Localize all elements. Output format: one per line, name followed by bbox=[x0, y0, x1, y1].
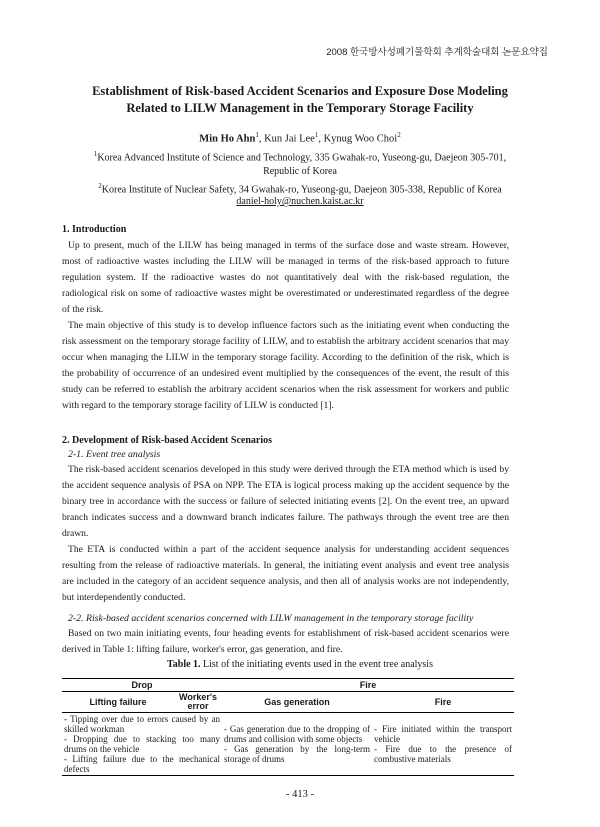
table-cell-drop-events: - Tipping over due to errors caused by an skilled workman - Dropping due to stacking too many drums on the vehicle - Lifting failure due to the mechanical defects bbox=[64, 714, 220, 774]
author-list: Min Ho Ahn$^1$, Kun Jai Lee$^1$, Kynug Woo Choi$^2$ bbox=[199, 131, 401, 145]
section-1-paragraph-1-text: Up to present, much of the LILW has being managed in terms of the surface dose and waste stream. However, most of radioactive wastes including the LILW will be managed in terms of the risk-based approach to future regulation system. If the radioactive wastes do not quantitatively deal with the risk-based regulation, the radiological risk on some of radioactive wastes might be overestimated or underestimated regardless of the degree of the risk. bbox=[62, 240, 509, 315]
section-2-heading: 2. Development of Risk-based Accident Scenarios bbox=[62, 435, 272, 446]
email-link[interactable]: daniel-holy@nuchen.kaist.ac.kr bbox=[236, 196, 364, 207]
table-caption-text: List of the initiating events used in the event tree analysis bbox=[203, 659, 433, 670]
table-column-header-row bbox=[62, 692, 514, 713]
conference-header: 2008 한국방사성폐기물학회 추계학술대회 논문요약집 bbox=[326, 47, 548, 58]
affiliation-1 bbox=[0, 150, 600, 163]
section-1-paragraph-2-text: The main objective of this study is to develop influence factors such as the initiating event when conducting the risk assessment on the temporary storage facility of LILW, and to establish the arbitrary accident scenarios that may occur when managing the LILW in the temporary storage facility. According to the definition of the risk, which is the probability of occurrence of an undesired event multiplied by the consequences of the event, the result of this study can be referred to establish the arbitrary accident scenarios when the risk assessment for workers and public with regard to the temporary storage facility of LILW is conducted [1]. bbox=[62, 320, 509, 411]
author-name: Min Ho Ahn bbox=[199, 133, 256, 145]
table-header-fire: Fire bbox=[372, 692, 514, 713]
affiliation-sup: 1 bbox=[93, 150, 98, 158]
table-header-lifting-failure: Lifting failure bbox=[62, 692, 174, 713]
section-2-paragraph-3 bbox=[62, 626, 509, 658]
section-2-paragraph-1-text: The risk-based accident scenarios developed in this study were derived through the ETA method which is used by the accident sequence analysis of PSA on NPP. The ETA is logical process making up the accident sequence by the binary tree in accordance with the success or failure of selected initiating events [2]. On the event tree, an upward branch indicates success and a downward branch indicates failure. The pathways through the event tree are then drawn. bbox=[62, 464, 509, 539]
paper-title-line1: Establishment of Risk-based Accident Scenarios and Exposure Dose Modeling bbox=[92, 84, 508, 98]
table-group-drop: Drop bbox=[62, 679, 222, 692]
affiliation-2 bbox=[0, 182, 600, 195]
section-2-paragraph-1 bbox=[62, 462, 509, 542]
affiliation-1-text: Korea Advanced Institute of Science and Technology, 335 Gwahak-ro, Yuseong-gu, Daejeon 305-701, bbox=[97, 152, 507, 164]
table-header-workers-error: Worker's error bbox=[174, 692, 222, 713]
author-sup: 2 bbox=[397, 131, 401, 139]
table-caption-label: Table 1. bbox=[167, 659, 201, 670]
subsection-2-2-heading: 2-2. Risk-based accident scenarios concerned with LILW management in the temporary storage facility bbox=[68, 613, 474, 624]
section-2-paragraph-2 bbox=[62, 542, 509, 606]
table-row bbox=[62, 713, 514, 776]
affiliation-sup: 2 bbox=[98, 182, 102, 190]
affiliation-2-text: Korea Institute of Nuclear Safety, 34 Gwahak-ro, Yuseong-gu, Daejeon 305-338, Republic of Korea bbox=[101, 184, 502, 196]
initiating-events-table bbox=[62, 678, 514, 776]
section-2-paragraph-3-text: Based on two main initiating events, four heading events for establishment of risk-based accident scenarios were derived in Table 1: lifting failure, worker's error, gas generation, and fire. bbox=[62, 628, 509, 655]
table-cell-fire-events: - Fire initiated within the transport vehicle - Fire due to the presence of combustive materials bbox=[372, 713, 514, 776]
author-sup: 1 bbox=[314, 131, 319, 139]
table-group-header-row bbox=[62, 679, 514, 692]
section-1-paragraph-1 bbox=[62, 238, 509, 318]
table-caption bbox=[0, 659, 600, 670]
author-name: Kynug Woo Choi bbox=[323, 133, 398, 145]
table-group-fire: Fire bbox=[222, 679, 514, 692]
subsection-2-1-heading: 2-1. Event tree analysis bbox=[68, 449, 161, 460]
author-name: Kun Jai Lee bbox=[264, 133, 315, 145]
affiliation-1-cont: Republic of Korea bbox=[263, 166, 337, 177]
table-header-gas-generation: Gas generation bbox=[222, 692, 372, 713]
section-1-heading: 1. Introduction bbox=[62, 224, 127, 235]
section-2-paragraph-2-text: The ETA is conducted within a part of the accident sequence analysis for understanding accident sequences resulting from the release of radioactive materials. In general, the initiating event analysis and event tree analysis are included in the category of an accident sequence analysis, and then all of analysis works are not independently, but interdependently conducted. bbox=[62, 544, 509, 603]
paper-title-line2: Related to LILW Management in the Temporary Storage Facility bbox=[126, 101, 474, 115]
page-number: - 413 - bbox=[286, 789, 314, 800]
section-1-paragraph-2 bbox=[62, 318, 509, 413]
table-cell-gas-events: - Gas generation due to the dropping of drums and collision with some objects - Gas generation by the long-term storage of drums bbox=[222, 713, 372, 776]
author-sup: 1 bbox=[255, 131, 259, 139]
